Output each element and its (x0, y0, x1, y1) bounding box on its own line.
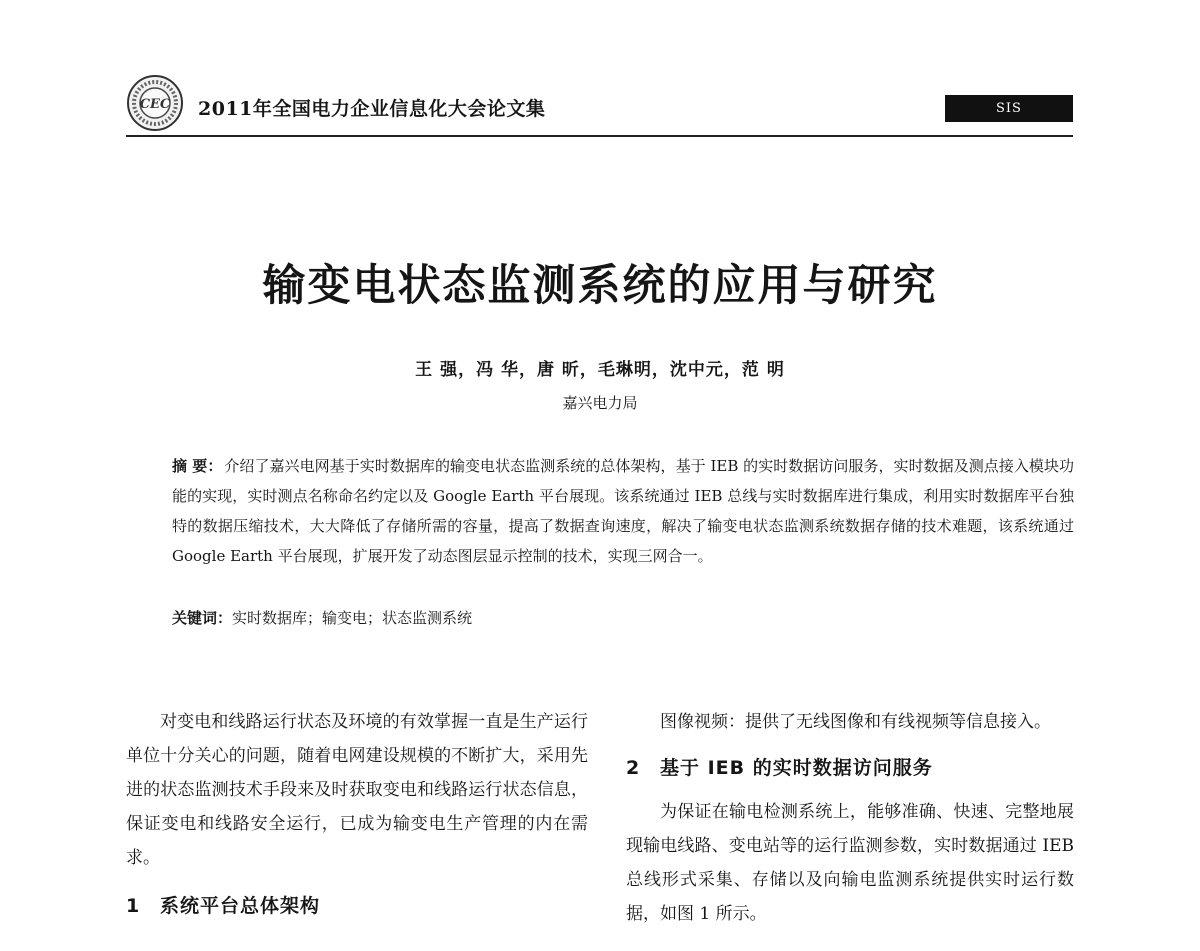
page-header (0, 0, 1200, 140)
section-title: 基于 IEB 的实时数据访问服务 (660, 757, 933, 779)
section-badge: SIS (945, 95, 1073, 122)
body-column-right (626, 705, 1074, 931)
ieb-paragraph: 为保证在输电检测系统上，能够准确、快速、完整地展现输电线路、变电站等的运行监测参数，实时数据通过 IEB 总线形式采集、存储以及向输电监测系统提供实时运行数据，如图 1 所示。 (626, 802, 1074, 924)
paper-authors: 王 强，冯 华，唐 昕，毛琳明，沈中元，范 明 (415, 360, 785, 380)
section-heading-1 (126, 889, 588, 923)
image-video-paragraph: 图像视频：提供了无线图像和有线视频等信息接入。 (660, 712, 1051, 732)
section-number: 2 (626, 757, 641, 779)
section-number: 1 (126, 895, 141, 917)
abstract-text: 介绍了嘉兴电网基于实时数据库的输变电状态监测系统的总体架构，基于 IEB 的实时数据访问服务，实时数据及测点接入模块功能的实现，实时测点名称命名约定以及 Google Earth 平台展现。该系统通过 IEB 总线与实时数据库进行集成，利用实时数据库平台独特的数据压缩技术，大大降低了存储所需的容量，提高了数据查询速度，解决了输变电状态监测系统数据存储的技术难题，该系统通过 Google Earth 平台展现，扩展开发了动态图层显示控制的技术，实现三网合一。 (172, 457, 1074, 565)
section-heading-2 (626, 751, 1074, 785)
body-column-left (126, 705, 588, 923)
cec-logo (126, 74, 184, 132)
keywords-text: 实时数据库；输变电；状态监测系统 (232, 609, 473, 627)
abstract (172, 451, 1074, 571)
keywords (172, 603, 1074, 633)
cropped-text-line (170, 942, 590, 948)
svg-text:CEC: CEC (139, 97, 171, 112)
keywords-label: 关键词： (172, 609, 233, 627)
journal-name: 2011年全国电力企业信息化大会论文集 (198, 98, 546, 120)
section-title: 系统平台总体架构 (160, 895, 321, 917)
paper-affiliation: 嘉兴电力局 (562, 394, 638, 412)
abstract-label: 摘 要： (172, 457, 223, 475)
header-rule (126, 135, 1073, 137)
paper-title: 输变电状态监测系统的应用与研究 (262, 261, 938, 311)
intro-paragraph: 对变电和线路运行状态及环境的有效掌握一直是生产运行单位十分关心的问题，随着电网建设规模的不断扩大，采用先进的状态监测技术手段来及时获取变电和线路运行状态信息，保证变电和线路安全运行，已成为输变电生产管理的内在需求。 (126, 712, 588, 868)
